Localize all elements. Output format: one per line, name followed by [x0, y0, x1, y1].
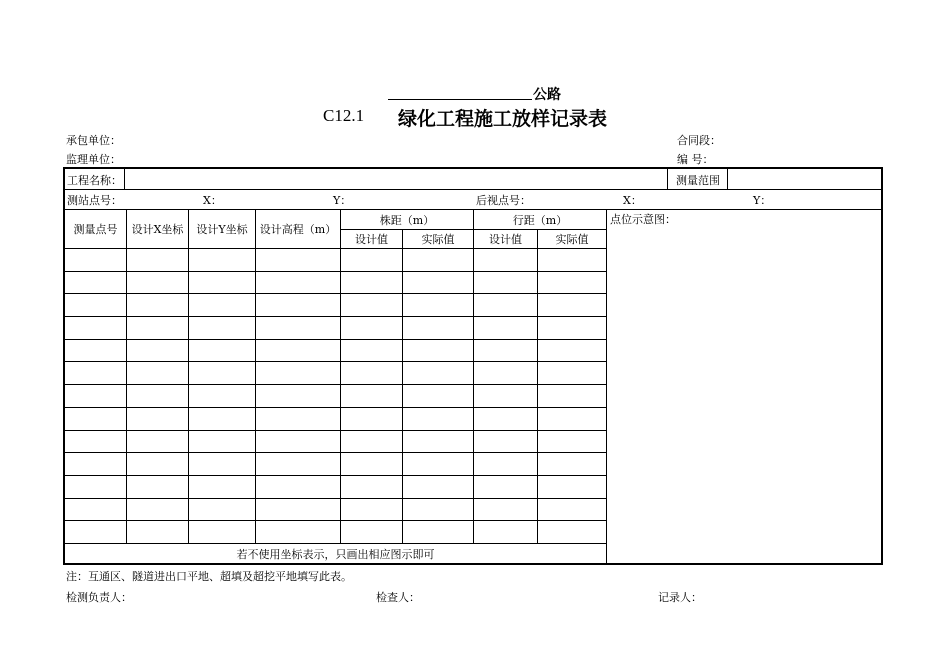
table-row — [65, 498, 606, 499]
supervisor-label: 监理单位： — [66, 153, 121, 166]
table-row — [65, 407, 606, 408]
table-footer-note: 若不使用坐标表示，只画出相应图示即可 — [236, 547, 435, 561]
station-point-label: 测站点号： — [67, 193, 122, 207]
number-label: 编 号： — [677, 153, 714, 166]
form-code: C12.1 — [323, 106, 365, 125]
table-row — [65, 384, 606, 385]
road-name-underline — [388, 99, 532, 100]
record-table — [63, 167, 883, 565]
table-row — [65, 316, 606, 317]
col-point-header: 测量点号 — [73, 223, 118, 236]
recorder-label: 记录人： — [658, 591, 702, 604]
project-name-label: 工程名称： — [67, 174, 122, 187]
contractor-label: 承包单位： — [66, 134, 121, 147]
col-x-header: 设计X坐标 — [131, 223, 184, 236]
station-x-label: X： — [203, 193, 222, 207]
sketch-label: 点位示意图： — [610, 213, 676, 226]
backsight-y-label: Y： — [753, 193, 772, 207]
col-elev-header: 设计高程（m） — [259, 223, 337, 236]
backsight-point-label: 后视点号： — [476, 193, 531, 207]
page-title: 绿化工程施工放样记录表 — [398, 108, 608, 130]
footnote: 注：互通区、隧道进出口平地、超填及超挖平地填写此表。 — [66, 570, 352, 583]
table-row — [65, 361, 606, 362]
table-row — [65, 430, 606, 431]
contract-section-label: 合同段： — [677, 134, 721, 147]
sub-design-plant: 设计值 — [355, 233, 388, 246]
measure-range-label: 测量范围 — [676, 174, 720, 187]
table-row — [65, 339, 606, 340]
table-row — [65, 475, 606, 476]
road-suffix: 公路 — [533, 87, 561, 103]
table-row — [65, 520, 606, 521]
inspector-label: 检测负责人： — [66, 591, 132, 604]
checker-label: 检查人： — [376, 591, 420, 604]
sub-actual-plant: 实际值 — [421, 233, 455, 246]
col-y-header: 设计Y坐标 — [196, 223, 248, 236]
group-plant-header: 株距（m） — [379, 213, 435, 227]
table-row — [65, 271, 606, 272]
backsight-x-label: X： — [623, 193, 642, 207]
group-row-header: 行距（m） — [512, 213, 568, 227]
sub-design-row: 设计值 — [489, 233, 522, 246]
table-row — [65, 452, 606, 453]
table-row — [65, 293, 606, 294]
sub-actual-row: 实际值 — [555, 233, 589, 246]
station-y-label: Y： — [333, 193, 352, 207]
